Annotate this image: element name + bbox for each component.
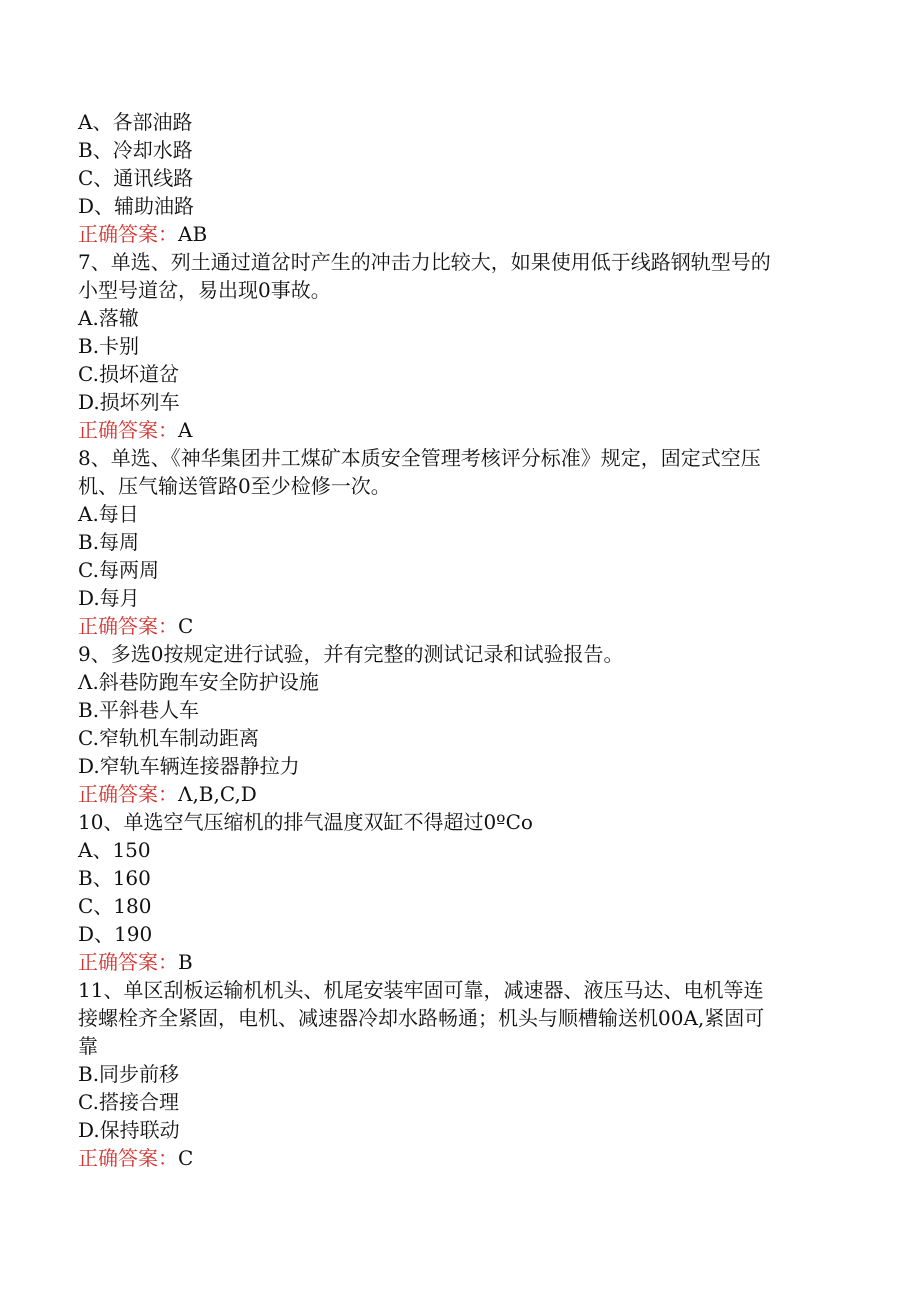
question-stem: 7、单选、列土通过道岔时产生的冲击力比较大，如果使用低于线路钢轨型号的 — [78, 250, 771, 274]
answer-label: 正确答案： — [78, 418, 178, 442]
question-stem: 9、多选0按规定进行试验，并有完整的测试记录和试验报告。 — [78, 642, 624, 666]
option-a: A、各部油路 — [78, 110, 193, 134]
option-a: A.落辙 — [78, 306, 139, 330]
answer-value: AB — [178, 222, 208, 246]
option-c: C.搭接合理 — [78, 1090, 179, 1114]
answer-line — [78, 780, 858, 808]
answer-value: C — [178, 1146, 194, 1170]
question-stem: 11、单区刮板运输机机头、机尾安装牢固可靠，减速器、液压马达、电机等连 — [78, 978, 764, 1002]
option-a: A.每日 — [78, 502, 139, 526]
option-d: D.保持联动 — [78, 1118, 180, 1142]
option-b: B.同步前移 — [78, 1062, 180, 1086]
prev-question-block — [78, 108, 858, 248]
answer-label: 正确答案： — [78, 782, 178, 806]
option-d: D.损坏列车 — [78, 390, 180, 414]
answer-line — [78, 612, 858, 640]
answer-value: C — [178, 614, 194, 638]
option-c: C、180 — [78, 894, 152, 918]
question-10 — [78, 808, 858, 976]
option-b: B.每周 — [78, 530, 140, 554]
answer-label: 正确答案： — [78, 614, 178, 638]
answer-label: 正确答案： — [78, 950, 178, 974]
question-11 — [78, 976, 858, 1172]
question-stem-cont: 接螺栓齐全紧固，电机、减速器冷却水路畅通；机头与顺槽输送机00A,紧固可 — [78, 1006, 765, 1030]
question-stem-cont: 机、压气输送管路0至少检修一次。 — [78, 474, 391, 498]
document-page — [78, 108, 858, 1172]
option-b: B、160 — [78, 866, 151, 890]
answer-line — [78, 220, 858, 248]
option-c: C.每两周 — [78, 558, 159, 582]
option-c: C.损坏道岔 — [78, 362, 179, 386]
question-7 — [78, 248, 858, 444]
option-b: B、冷却水路 — [78, 138, 193, 162]
option-b: B.卡别 — [78, 334, 140, 358]
answer-label: 正确答案： — [78, 222, 178, 246]
option-a: A、150 — [78, 838, 151, 862]
option-b: B.平斜巷人车 — [78, 698, 200, 722]
option-d: D.窄轨车辆连接器静拉力 — [78, 754, 300, 778]
answer-label: 正确答案： — [78, 1146, 178, 1170]
question-stem: 8、单选、《神华集团井工煤矿本质安全管理考核评分标准》规定，固定式空压 — [78, 446, 761, 470]
question-stem: 10、单选空气压缩机的排气温度双缸不得超过0ºCo — [78, 810, 533, 834]
answer-value: A — [178, 418, 193, 442]
answer-line — [78, 416, 858, 444]
option-d: D.每月 — [78, 586, 140, 610]
option-a: Λ.斜巷防跑车安全防护设施 — [78, 670, 319, 694]
option-d: D、辅助油路 — [78, 194, 195, 218]
option-d: D、190 — [78, 922, 153, 946]
answer-line — [78, 1144, 858, 1172]
answer-value: B — [178, 950, 193, 974]
question-stem-cont: 靠 — [78, 1034, 98, 1058]
question-9 — [78, 640, 858, 808]
option-c: C.窄轨机车制动距离 — [78, 726, 259, 750]
question-8 — [78, 444, 858, 640]
question-stem-cont: 小型号道岔，易出现0事故。 — [78, 278, 331, 302]
answer-line — [78, 948, 858, 976]
option-c: C、通讯线路 — [78, 166, 194, 190]
answer-value: Λ,B,C,D — [178, 782, 257, 806]
